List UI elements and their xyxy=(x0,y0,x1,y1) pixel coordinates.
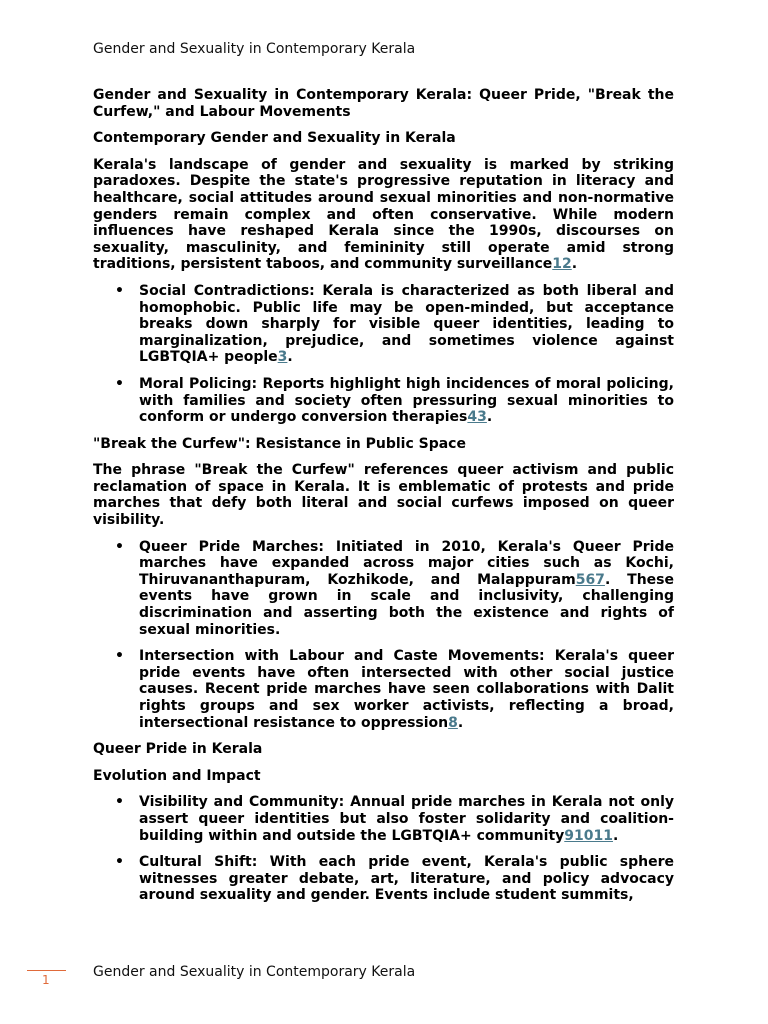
section-heading-contemporary: Contemporary Gender and Sexuality in Kerala xyxy=(93,130,456,147)
list-item: • Intersection with Labour and Caste Movements: Kerala's queer pride events have often intersected with other social justice causes. Recent pride marches have seen collaborations with Dalit rights groups and sex worker activists, reflecting a broad, intersectional resistance to oppression8. xyxy=(139,648,674,731)
document-title: Gender and Sexuality in Contemporary Kerala: Queer Pride, "Break the Curfew," and Labour Movements xyxy=(93,87,674,120)
list-item: • Queer Pride Marches: Initiated in 2010, Kerala's Queer Pride marches have expanded across major cities such as Kochi, Thiruvananthapuram, Kozhikode, and Malappuram567. These events have grown in scale and inclusivity, challenging discrimination and asserting both the existence and rights of sexual minorities. xyxy=(139,539,674,639)
citation-link[interactable]: 8 xyxy=(448,714,458,731)
list-item: • Moral Policing: Reports highlight high incidences of moral policing, with families and society often pressuring sexual minorities to conform or undergo conversion therapies43. xyxy=(139,376,674,426)
list-item: • Cultural Shift: With each pride event, Kerala's public sphere witnesses greater debate, art, literature, and policy advocacy around sexuality and gender. Events include student summits, xyxy=(139,854,674,904)
section-heading-queer-pride: Queer Pride in Kerala xyxy=(93,741,263,758)
list-item: • Social Contradictions: Kerala is characterized as both liberal and homophobic. Public life may be open-minded, but acceptance breaks down sharply for visible queer identities, leading to marginalization, prejudice, and sometimes violence against LGBTQIA+ people3. xyxy=(139,283,674,366)
citation-link[interactable]: 12 xyxy=(552,256,572,273)
list-item: • Visibility and Community: Annual pride marches in Kerala not only assert queer identities but also foster solidarity and coalition-building within and outside the LGBTQIA+ community91011. xyxy=(139,794,674,844)
bullet-list-contradictions xyxy=(93,283,674,426)
intro-paragraph: Kerala's landscape of gender and sexuality is marked by striking paradoxes. Despite the state's progressive reputation in literacy and healthcare, social attitudes around sexual minorities and non-normative genders remain complex and often conservative. While modern influences have reshaped Kerala since the 1990s, discourses on sexuality, masculinity, and femininity still operate amid strong traditions, persistent taboos, and community surveillance12. xyxy=(93,156,674,273)
citation-link[interactable]: 3 xyxy=(277,349,288,366)
section-heading-break-the-curfew: "Break the Curfew": Resistance in Public Space xyxy=(93,435,466,452)
page-number: 1 xyxy=(42,973,50,987)
page-header: Gender and Sexuality in Contemporary Kerala xyxy=(93,41,416,57)
citation-link[interactable]: 91011 xyxy=(564,827,613,844)
footer-divider xyxy=(27,970,66,971)
citation-link[interactable]: 567 xyxy=(575,571,605,588)
bullet-list-evolution xyxy=(93,794,674,904)
document-body xyxy=(93,87,674,914)
citation-link[interactable]: 43 xyxy=(467,409,487,426)
curfew-paragraph: The phrase "Break the Curfew" references queer activism and public reclamation of space in Kerala. It is emblematic of protests and pride marches that defy both literal and social curfews imposed on queer visibility. xyxy=(93,462,674,529)
subheading-evolution-impact: Evolution and Impact xyxy=(93,767,261,784)
bullet-list-resistance xyxy=(93,539,674,732)
page-footer: Gender and Sexuality in Contemporary Kerala xyxy=(93,964,416,980)
